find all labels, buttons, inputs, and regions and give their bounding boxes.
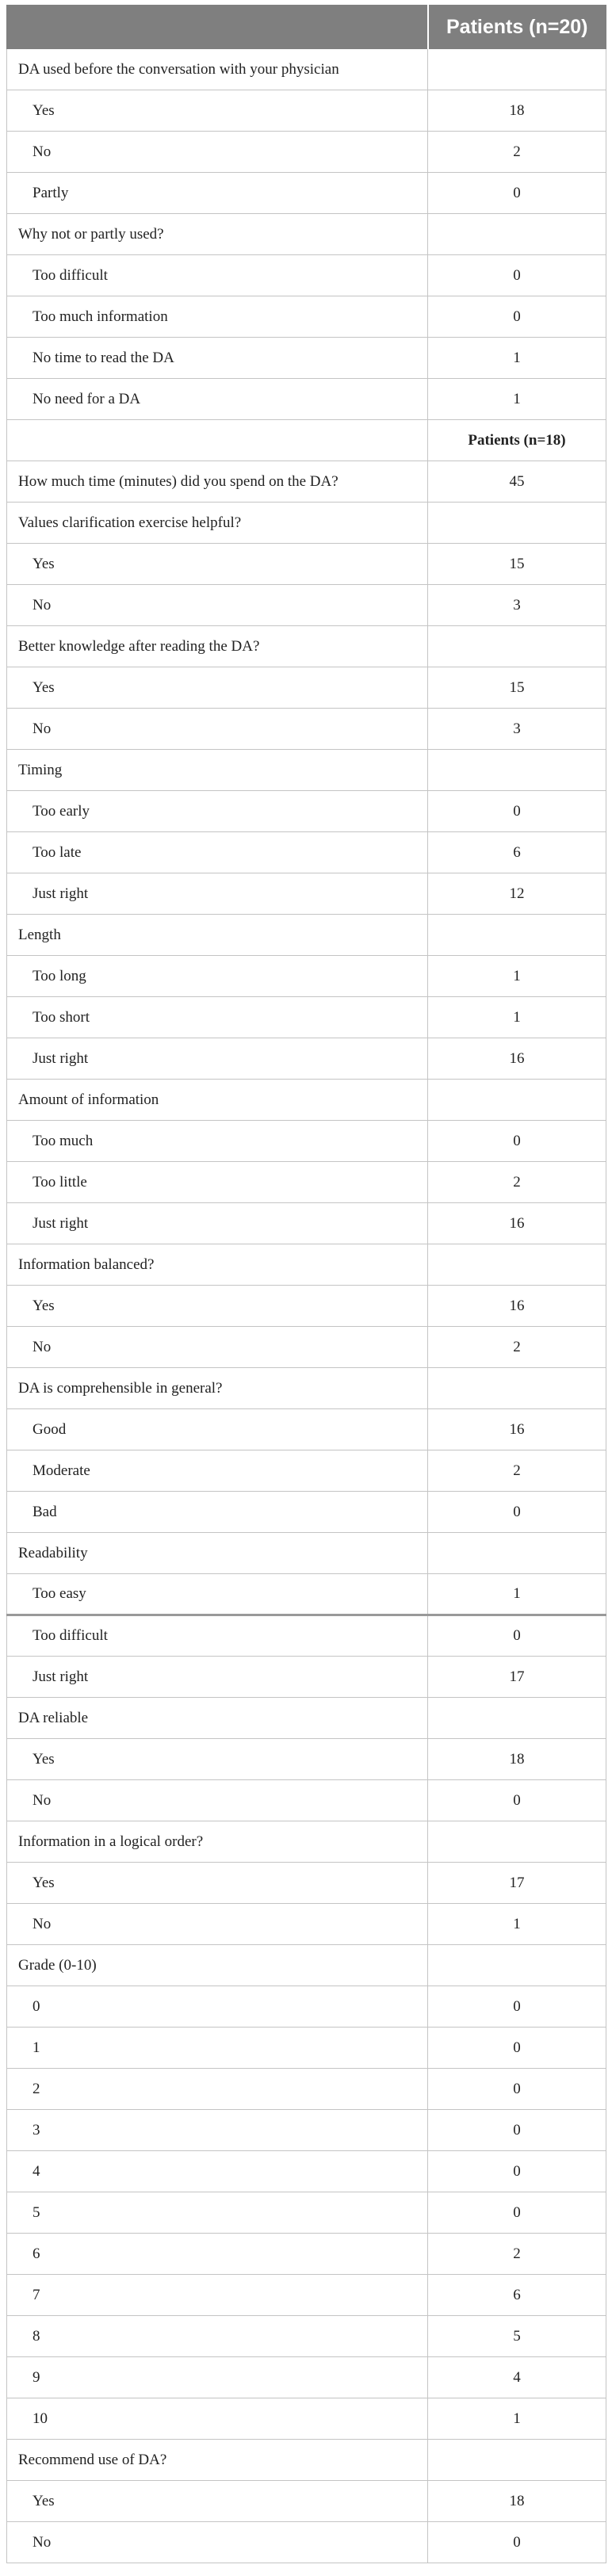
answer-row (7, 2151, 606, 2192)
row-value: 0 (428, 2192, 606, 2234)
answer-row (7, 1657, 606, 1698)
row-label: Yes (7, 2481, 428, 2522)
row-value: 0 (428, 1986, 606, 2028)
row-value: 0 (428, 2522, 606, 2563)
question-row (7, 1945, 606, 1986)
header-patients-column: Patients (n=20) (428, 6, 606, 49)
answer-row (7, 1615, 606, 1657)
row-value: 2 (428, 1327, 606, 1368)
row-value: 6 (428, 832, 606, 873)
question-row (7, 1821, 606, 1863)
question-row (7, 461, 606, 503)
answer-row (7, 2028, 606, 2069)
row-value: Patients (n=18) (428, 420, 606, 461)
row-value: 0 (428, 255, 606, 296)
row-value: 2 (428, 1450, 606, 1492)
row-value (428, 626, 606, 667)
answer-row (7, 1863, 606, 1904)
row-value: 2 (428, 132, 606, 173)
row-label: No (7, 2522, 428, 2563)
row-label: Just right (7, 1203, 428, 1244)
row-value (428, 214, 606, 255)
answer-row (7, 1780, 606, 1821)
row-label: Yes (7, 1739, 428, 1780)
row-value (428, 1080, 606, 1121)
row-value (428, 750, 606, 791)
row-label: No need for a DA (7, 379, 428, 420)
answer-row (7, 2275, 606, 2316)
answer-row (7, 1904, 606, 1945)
row-label: Values clarification exercise helpful? (7, 503, 428, 544)
answer-row (7, 1203, 606, 1244)
row-label: DA reliable (7, 1698, 428, 1739)
row-label: Yes (7, 1286, 428, 1327)
row-label: Length (7, 915, 428, 956)
header-item-column (7, 6, 428, 49)
row-label: DA used before the conversation with your physician (7, 49, 428, 90)
answer-row (7, 1121, 606, 1162)
answer-row (7, 132, 606, 173)
row-value: 1 (428, 338, 606, 379)
answer-row (7, 1986, 606, 2028)
row-label: Why not or partly used? (7, 214, 428, 255)
answer-row (7, 667, 606, 709)
answer-row (7, 832, 606, 873)
row-value: 2 (428, 1162, 606, 1203)
row-label: Yes (7, 90, 428, 132)
row-value: 1 (428, 1904, 606, 1945)
row-value: 12 (428, 873, 606, 915)
row-value: 0 (428, 1780, 606, 1821)
row-value: 0 (428, 1492, 606, 1533)
answer-row (7, 585, 606, 626)
table-header-row (7, 6, 606, 49)
answer-row (7, 379, 606, 420)
answer-row (7, 2069, 606, 2110)
answer-row (7, 2234, 606, 2275)
row-value: 18 (428, 1739, 606, 1780)
row-value: 17 (428, 1863, 606, 1904)
row-label: Bad (7, 1492, 428, 1533)
row-label: Partly (7, 173, 428, 214)
row-value: 18 (428, 2481, 606, 2522)
answer-row (7, 1492, 606, 1533)
row-label: Too difficult (7, 255, 428, 296)
question-row (7, 1368, 606, 1409)
row-label: DA is comprehensible in general? (7, 1368, 428, 1409)
row-value: 18 (428, 90, 606, 132)
row-value: 16 (428, 1203, 606, 1244)
row-value: 0 (428, 2110, 606, 2151)
row-value: 15 (428, 667, 606, 709)
answer-row (7, 1574, 606, 1615)
row-value (428, 1533, 606, 1574)
row-label: Moderate (7, 1450, 428, 1492)
question-row (7, 49, 606, 90)
row-label: Yes (7, 667, 428, 709)
row-value (428, 1368, 606, 1409)
row-label: Good (7, 1409, 428, 1450)
row-value: 0 (428, 2069, 606, 2110)
row-value: 2 (428, 2234, 606, 2275)
row-value: 0 (428, 1615, 606, 1657)
row-label: No (7, 132, 428, 173)
question-row (7, 750, 606, 791)
row-label: Too early (7, 791, 428, 832)
row-label: Too late (7, 832, 428, 873)
question-row (7, 1698, 606, 1739)
answer-row (7, 255, 606, 296)
row-label: Information in a logical order? (7, 1821, 428, 1863)
row-label: Yes (7, 1863, 428, 1904)
row-value: 0 (428, 791, 606, 832)
row-value: 1 (428, 997, 606, 1038)
results-table (6, 5, 606, 2563)
row-label: Just right (7, 1038, 428, 1080)
row-value: 16 (428, 1038, 606, 1080)
answer-row (7, 1162, 606, 1203)
row-value (428, 1698, 606, 1739)
row-label: Better knowledge after reading the DA? (7, 626, 428, 667)
row-value: 17 (428, 1657, 606, 1698)
answer-row (7, 709, 606, 750)
answer-row (7, 997, 606, 1038)
answer-row (7, 873, 606, 915)
row-value: 45 (428, 461, 606, 503)
row-label: Grade (0-10) (7, 1945, 428, 1986)
row-label: Too difficult (7, 1615, 428, 1657)
row-value: 0 (428, 2028, 606, 2069)
row-label: Just right (7, 873, 428, 915)
row-label: 8 (7, 2316, 428, 2357)
answer-row (7, 2316, 606, 2357)
row-value: 3 (428, 709, 606, 750)
row-label: Too short (7, 997, 428, 1038)
answer-row (7, 1286, 606, 1327)
row-value (428, 1244, 606, 1286)
row-label: Yes (7, 544, 428, 585)
row-value: 0 (428, 173, 606, 214)
row-label: 1 (7, 2028, 428, 2069)
answer-row (7, 2522, 606, 2563)
row-label: Too easy (7, 1574, 428, 1615)
answer-row (7, 338, 606, 379)
answer-row (7, 1038, 606, 1080)
row-value (428, 2440, 606, 2481)
answer-row (7, 1739, 606, 1780)
row-value: 15 (428, 544, 606, 585)
row-label: No (7, 585, 428, 626)
row-label: No time to read the DA (7, 338, 428, 379)
row-label: 3 (7, 2110, 428, 2151)
answer-row (7, 1409, 606, 1450)
answer-row (7, 2192, 606, 2234)
row-label: Readability (7, 1533, 428, 1574)
question-row (7, 2440, 606, 2481)
row-label: 0 (7, 1986, 428, 2028)
row-value: 16 (428, 1286, 606, 1327)
answer-row (7, 544, 606, 585)
question-row (7, 915, 606, 956)
row-label: How much time (minutes) did you spend on the DA? (7, 461, 428, 503)
question-row (7, 214, 606, 255)
row-label: No (7, 1904, 428, 1945)
row-value (428, 1945, 606, 1986)
answer-row (7, 173, 606, 214)
row-value: 5 (428, 2316, 606, 2357)
row-label: 10 (7, 2398, 428, 2440)
answer-row (7, 956, 606, 997)
row-label: No (7, 709, 428, 750)
row-label: 6 (7, 2234, 428, 2275)
row-value (428, 503, 606, 544)
row-label: Too much (7, 1121, 428, 1162)
row-label: Recommend use of DA? (7, 2440, 428, 2481)
row-label: Too much information (7, 296, 428, 338)
row-value: 0 (428, 296, 606, 338)
row-value (428, 49, 606, 90)
row-label: Timing (7, 750, 428, 791)
row-label: 7 (7, 2275, 428, 2316)
row-label: Just right (7, 1657, 428, 1698)
answer-row (7, 1450, 606, 1492)
row-label: Information balanced? (7, 1244, 428, 1286)
row-value: 1 (428, 2398, 606, 2440)
row-value: 3 (428, 585, 606, 626)
question-row (7, 626, 606, 667)
row-value: 4 (428, 2357, 606, 2398)
row-value: 1 (428, 1574, 606, 1615)
answer-row (7, 2398, 606, 2440)
row-label: No (7, 1327, 428, 1368)
row-value (428, 915, 606, 956)
answer-row (7, 2357, 606, 2398)
row-value (428, 1821, 606, 1863)
question-row (7, 1080, 606, 1121)
table-subheader-row (7, 420, 606, 461)
answer-row (7, 296, 606, 338)
row-value: 0 (428, 1121, 606, 1162)
row-value: 1 (428, 956, 606, 997)
question-row (7, 1533, 606, 1574)
row-label: 2 (7, 2069, 428, 2110)
question-row (7, 1244, 606, 1286)
answer-row (7, 791, 606, 832)
table-body (7, 49, 606, 2563)
answer-row (7, 1327, 606, 1368)
answer-row (7, 2481, 606, 2522)
row-value: 6 (428, 2275, 606, 2316)
answer-row (7, 2110, 606, 2151)
row-label: Amount of information (7, 1080, 428, 1121)
row-label: 9 (7, 2357, 428, 2398)
row-label: Too long (7, 956, 428, 997)
row-label: No (7, 1780, 428, 1821)
question-row (7, 503, 606, 544)
answer-row (7, 90, 606, 132)
row-label: Too little (7, 1162, 428, 1203)
row-value: 16 (428, 1409, 606, 1450)
row-value: 1 (428, 379, 606, 420)
row-label: 5 (7, 2192, 428, 2234)
row-value: 0 (428, 2151, 606, 2192)
row-label (7, 420, 428, 461)
row-label: 4 (7, 2151, 428, 2192)
